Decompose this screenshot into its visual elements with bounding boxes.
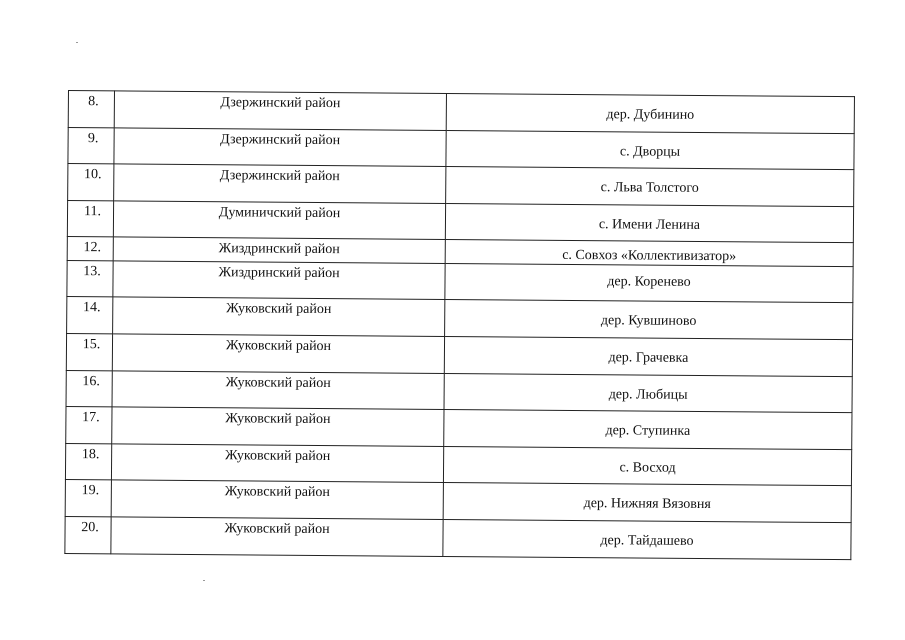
settlement-cell: дер. Дубинино [446,93,854,133]
district-cell: Жиздринский район [113,237,445,264]
table-row [67,261,853,303]
table-row [65,443,851,486]
row-number: 11. [67,200,113,237]
district-cell: Дзержинский район [114,164,446,203]
district-cell: Жиздринский район [113,261,445,300]
settlement-cell: дер. Грачевка [444,336,852,376]
district-cell: Жуковский район [112,407,444,446]
row-number: 16. [66,370,112,407]
settlement-cell: дер. Кувшиново [445,300,853,340]
table-row [68,127,854,170]
table-row [67,200,853,243]
row-number: 15. [66,333,112,370]
district-cell: Жуковский район [112,370,444,409]
settlement-cell: дер. Любицы [444,373,852,413]
row-number: 17. [66,407,112,444]
settlement-cell: с. Льва Толстого [446,167,854,207]
table-row [66,370,852,413]
district-cell: Дзержинский район [114,127,446,166]
table-row [66,407,852,450]
table-row [65,480,851,523]
district-cell: Жуковский район [111,480,443,519]
row-number: 19. [65,480,111,517]
row-number: 14. [67,297,113,334]
district-cell: Жуковский район [111,517,443,556]
table-row [66,333,852,376]
district-cell: Жуковский район [112,334,444,373]
district-cell: Жуковский район [111,444,443,483]
settlements-table [64,90,855,560]
settlement-cell: с. Дворцы [446,130,854,170]
scan-speck [76,42,78,43]
row-number: 12. [67,237,113,261]
settlement-cell: дер. Коренево [445,264,853,303]
row-number: 8. [68,91,114,128]
district-cell: Думиничский район [113,201,445,240]
row-number: 18. [65,443,111,480]
settlement-cell: дер. Тайдашево [443,519,851,559]
table-row [67,297,853,340]
district-cell: Дзержинский район [114,91,446,130]
settlement-cell: с. Имени Ленина [445,203,853,243]
settlement-cell: дер. Ступинка [444,410,852,450]
settlement-cell: с. Восход [443,446,851,486]
row-number: 20. [65,516,111,553]
row-number: 10. [68,164,114,201]
row-number: 9. [68,127,114,164]
district-cell: Жуковский район [113,297,445,336]
table-row [68,164,854,207]
row-number: 13. [67,261,113,297]
table-row [65,516,851,559]
settlement-cell: дер. Нижняя Вязовня [443,483,851,523]
scan-speck [203,580,205,581]
table-row [68,91,854,134]
settlement-cell: с. Совхоз «Коллективизатор» [445,240,853,267]
